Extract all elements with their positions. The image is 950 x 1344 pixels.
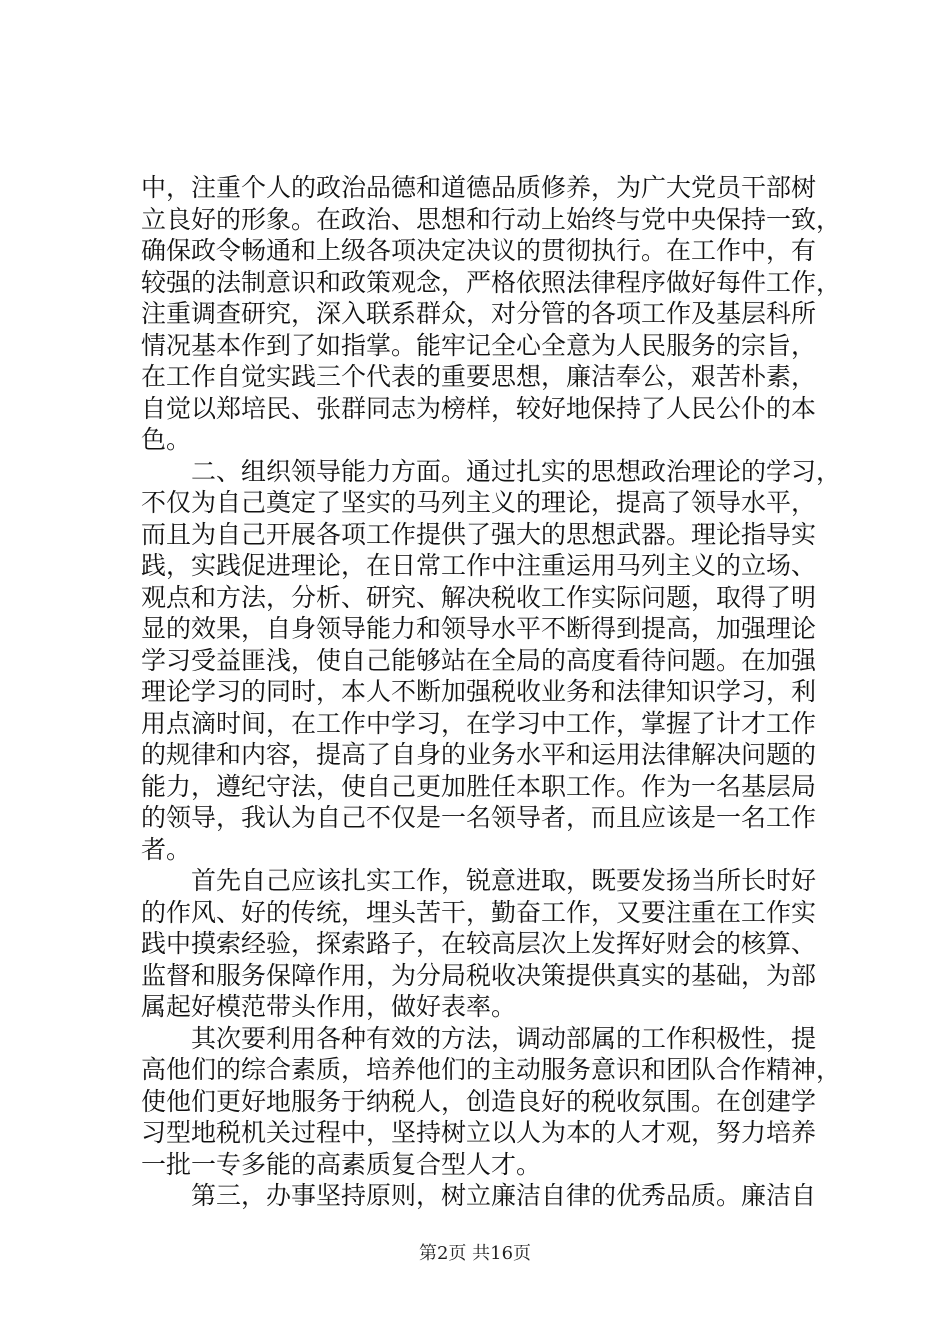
text-line: 使他们更好地服务于纳税人，创造良好的税收氛围。在创建学 (141, 1086, 817, 1116)
text-line: 理论学习的同时，本人不断加强税收业务和法律知识学习，利 (141, 677, 817, 706)
text-line: 确保政令畅通和上级各项决定决议的贯彻执行。在工作中，有 (141, 236, 817, 265)
text-line: 践，实践促进理论，在日常工作中注重运用马列主义的立场、 (141, 551, 817, 580)
text-line: 不仅为自己奠定了坚实的马列主义的理论，提高了领导水平， (141, 488, 817, 517)
text-line: 的规律和内容，提高了自身的业务水平和运用法律解决问题的 (141, 740, 817, 769)
text-line: 二、组织领导能力方面。通过扎实的思想政治理论的学习， (191, 456, 842, 486)
text-line: 能力，遵纪守法，使自己更加胜任本职工作。作为一名基层局 (141, 771, 817, 801)
text-line: 中，注重个人的政治品德和道德品质修养，为广大党员干部树 (141, 173, 817, 202)
text-line: 的作风、好的传统，埋头苦干，勤奋工作，又要注重在工作实 (141, 897, 817, 927)
text-line: 显的效果，自身领导能力和领导水平不断得到提高，加强理论 (141, 614, 817, 643)
text-line: 高他们的综合素质，培养他们的主动服务意识和团队合作精神， (141, 1055, 842, 1084)
text-line: 色。 (141, 425, 192, 454)
text-line: 监督和服务保障作用，为分局税收决策提供真实的基础，为部 (141, 960, 817, 990)
text-line: 观点和方法，分析、研究、解决税收工作实际问题，取得了明 (141, 582, 817, 612)
text-line: 用点滴时间，在工作中学习，在学习中工作，掌握了计才工作 (141, 708, 817, 738)
paragraph (141, 172, 841, 456)
text-line: 属起好模范带头作用，做好表率。 (141, 992, 517, 1021)
text-line: 的领导，我认为自己不仅是一名领导者，而且应该是一名工作 (141, 803, 817, 832)
text-line: 较强的法制意识和政策观念，严格依照法律程序做好每件工作， (141, 267, 842, 297)
text-line: 注重调查研究，深入联系群众，对分管的各项工作及基层科所 (141, 299, 817, 328)
text-line: 习型地税机关过程中，坚持树立以人为本的人才观，努力培养 (141, 1118, 817, 1147)
text-line: 立良好的形象。在政治、思想和行动上始终与党中央保持一致， (141, 204, 842, 234)
text-line: 其次要利用各种有效的方法，调动部属的工作积极性，提 (191, 1023, 817, 1053)
document-body (141, 172, 841, 1212)
paragraph (141, 1180, 841, 1212)
text-line: 在工作自觉实践三个代表的重要思想，廉洁奉公，艰苦朴素， (141, 362, 817, 391)
paragraph (141, 1023, 841, 1181)
text-line: 首先自己应该扎实工作，锐意进取，既要发扬当所长时好 (191, 866, 817, 895)
text-line: 情况基本作到了如指掌。能牢记全心全意为人民服务的宗旨， (141, 330, 817, 360)
text-line: 一批一专多能的高素质复合型人才。 (141, 1149, 542, 1179)
text-line: 学习受益匪浅，使自己能够站在全局的高度看待问题。在加强 (141, 645, 817, 675)
text-line: 践中摸索经验，探索路子，在较高层次上发挥好财会的核算、 (141, 929, 817, 958)
text-line: 而且为自己开展各项工作提供了强大的思想武器。理论指导实 (141, 519, 817, 549)
text-line: 自觉以郑培民、张群同志为榜样，较好地保持了人民公仆的本 (141, 393, 817, 423)
paragraph (141, 865, 841, 1023)
page-footer: 第2页 共16页 (418, 1243, 532, 1264)
text-line: 第三，办事坚持原则，树立廉洁自律的优秀品质。廉洁自 (191, 1181, 817, 1210)
text-line: 者。 (141, 834, 192, 864)
paragraph (141, 456, 841, 866)
